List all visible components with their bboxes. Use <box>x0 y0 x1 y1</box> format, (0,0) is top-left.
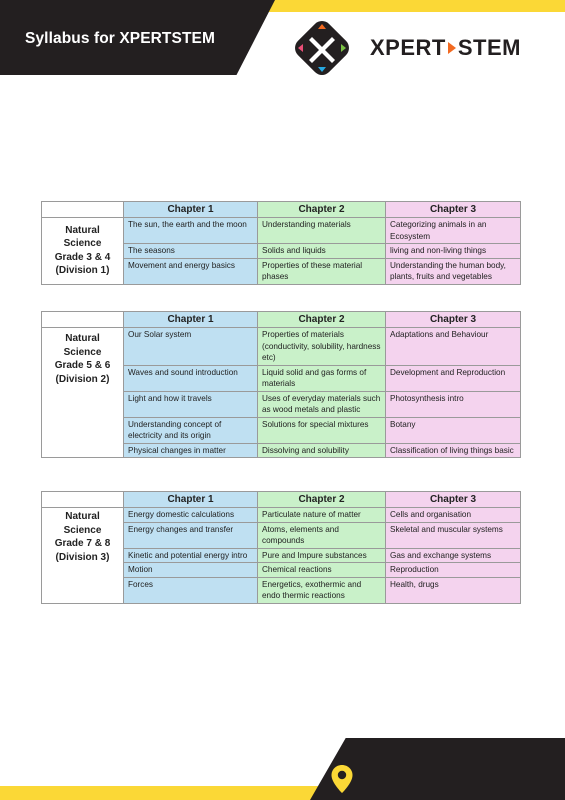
table-cell: Waves and sound introduction <box>124 365 258 391</box>
table-cell: Forces <box>124 577 258 603</box>
table-cell: The sun, the earth and the moon <box>124 218 258 244</box>
grade-label <box>42 218 124 285</box>
table-cell: Physical changes in matter <box>124 443 258 458</box>
grade-label <box>42 508 124 604</box>
header-chapter-3: Chapter 3 <box>386 492 521 508</box>
table-cell: Development and Reproduction <box>386 365 521 391</box>
table-cell: Energetics, exothermic and endo thermic reactions <box>258 577 386 603</box>
grade-label-line: Science <box>63 238 102 250</box>
table-row <box>42 508 521 523</box>
header-chapter-3: Chapter 3 <box>386 312 521 328</box>
table-cell: Energy changes and transfer <box>124 522 258 548</box>
table-row <box>42 218 521 244</box>
table-cell: Reproduction <box>386 563 521 578</box>
table-cell: Our Solar system <box>124 328 258 366</box>
header-blank-cell <box>42 312 124 328</box>
table-cell: Energy domestic calculations <box>124 508 258 523</box>
table-cell: Health, drugs <box>386 577 521 603</box>
grade-label-line: Grade 7 & 8 <box>54 538 111 549</box>
table-header-row <box>42 492 521 508</box>
header-chapter-2: Chapter 2 <box>258 312 386 328</box>
syllabus-table-division-3 <box>41 491 521 604</box>
table-header-row <box>42 202 521 218</box>
grade-label-line: Grade 3 & 4 <box>54 251 111 263</box>
brand-wordmark <box>370 35 521 61</box>
table-cell: Understanding concept of electricity and its origin <box>124 417 258 443</box>
grade-label-line: Grade 5 & 6 <box>54 360 111 371</box>
table-cell: Movement and energy basics <box>124 258 258 284</box>
table-cell: living and non-living things <box>386 244 521 259</box>
table-cell: Gas and exchange systems <box>386 548 521 563</box>
header-chapter-2: Chapter 2 <box>258 492 386 508</box>
header-chapter-3: Chapter 3 <box>386 202 521 218</box>
page-title: Syllabus for XPERTSTEM <box>25 30 215 47</box>
table-cell: Pure and Impure substances <box>258 548 386 563</box>
table-cell: Photosynthesis intro <box>386 391 521 417</box>
map-pin-icon <box>330 764 354 794</box>
grade-label-line: (Division 1) <box>55 265 110 277</box>
grade-label-line: Science <box>63 524 102 536</box>
grade-label-line: Natural <box>65 333 100 344</box>
table-cell: Kinetic and potential energy intro <box>124 548 258 563</box>
syllabus-table-division-1 <box>41 201 521 285</box>
header-chapter-2: Chapter 2 <box>258 202 386 218</box>
table-cell: Solutions for special mixtures <box>258 417 386 443</box>
table-cell: Understanding materials <box>258 218 386 244</box>
grade-label-line: Natural <box>65 224 100 236</box>
brand-right: STEM <box>457 35 521 60</box>
table-cell: Adaptations and Behaviour <box>386 328 521 366</box>
table-cell: Dissolving and solubility <box>258 443 386 458</box>
table-cell: Atoms, elements and compounds <box>258 522 386 548</box>
header-chapter-1: Chapter 1 <box>124 312 258 328</box>
table-cell: Liquid solid and gas forms of materials <box>258 365 386 391</box>
table-cell: Cells and organisation <box>386 508 521 523</box>
table-cell: Skeletal and muscular systems <box>386 522 521 548</box>
table-cell: Classification of living things basic <box>386 443 521 458</box>
header-chapter-1: Chapter 1 <box>124 202 258 218</box>
table-cell: Botany <box>386 417 521 443</box>
table-cell: Particulate nature of matter <box>258 508 386 523</box>
header-blank-cell <box>42 202 124 218</box>
table-cell: Categorizing animals in an Ecosystem <box>386 218 521 244</box>
table-cell: Uses of everyday materials such as wood metals and plastic <box>258 391 386 417</box>
table-cell: Properties of materials (conductivity, solubility, hardness etc) <box>258 328 386 366</box>
brand-arrow-icon <box>448 42 456 54</box>
grade-label-line: (Division 2) <box>55 373 110 385</box>
grade-label-line: Natural <box>65 511 100 522</box>
x-logo-icon <box>292 18 352 78</box>
table-cell: Light and how it travels <box>124 391 258 417</box>
table-cell: Understanding the human body, plants, fruits and vegetables <box>386 258 521 284</box>
header-chapter-1: Chapter 1 <box>124 492 258 508</box>
table-cell: Chemical reactions <box>258 563 386 578</box>
table-cell: Solids and liquids <box>258 244 386 259</box>
grade-label-line: Science <box>63 346 102 358</box>
grade-label <box>42 328 124 458</box>
table-header-row <box>42 312 521 328</box>
table-cell: Properties of these material phases <box>258 258 386 284</box>
table-row <box>42 328 521 366</box>
grade-label-line: (Division 3) <box>55 551 110 563</box>
syllabus-table-division-2 <box>41 311 521 458</box>
table-cell: The seasons <box>124 244 258 259</box>
table-cell: Motion <box>124 563 258 578</box>
brand-left: XPERT <box>370 35 446 60</box>
header-blank-cell <box>42 492 124 508</box>
